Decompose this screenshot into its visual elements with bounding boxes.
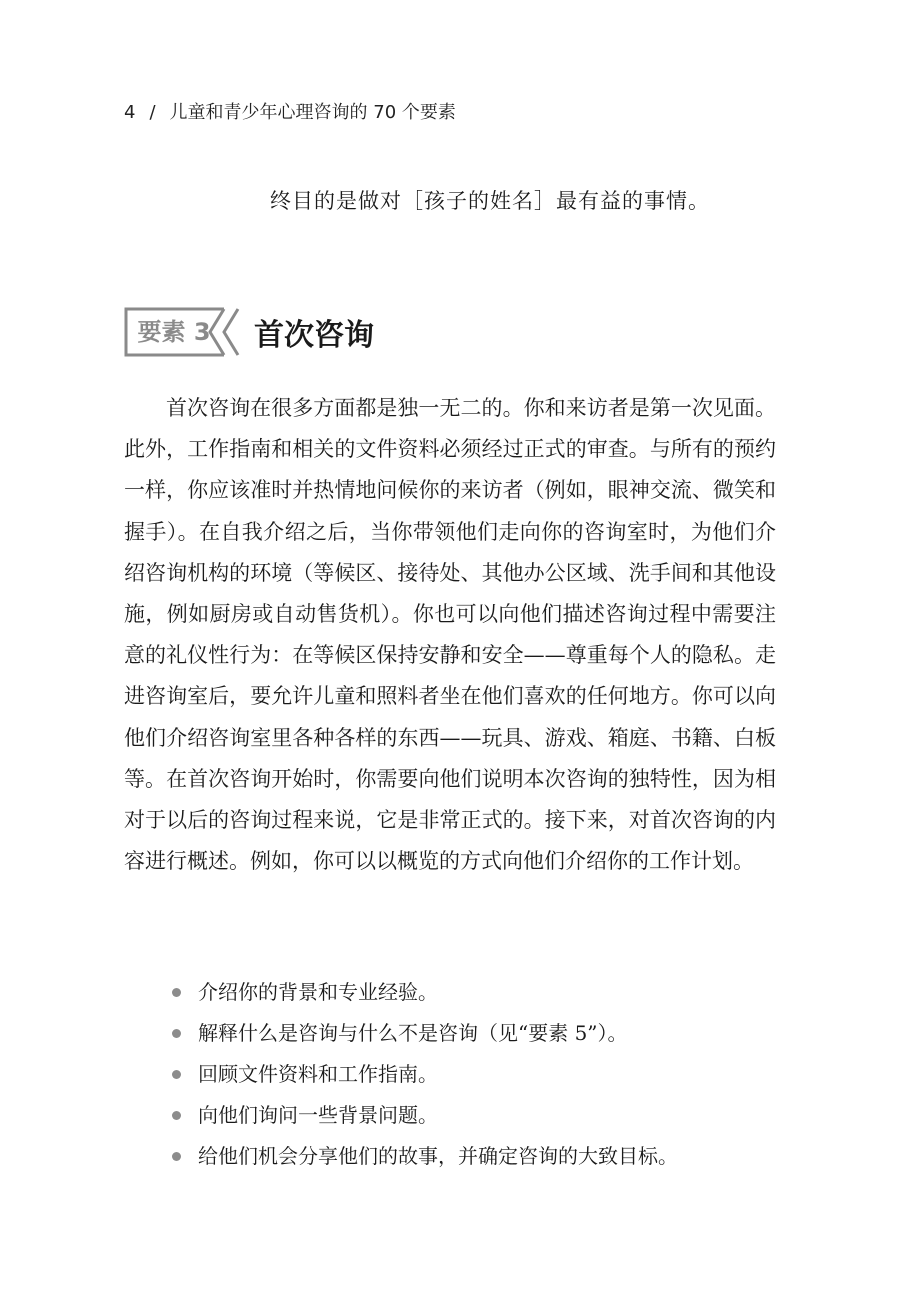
continued-text-line: 终目的是做对［孩子的姓名］最有益的事情。 — [270, 189, 710, 213]
running-header — [124, 98, 456, 124]
bullet-dot-icon — [172, 1070, 181, 1079]
element-badge — [124, 307, 244, 357]
list-item — [170, 1095, 790, 1136]
bullet-list — [170, 972, 790, 1177]
list-item — [170, 972, 790, 1013]
bullet-dot-icon — [172, 1152, 181, 1161]
element-badge-label: 要素 3 — [137, 318, 211, 346]
bullet-dot-icon — [172, 1111, 181, 1120]
list-item-text: 向他们询问一些背景问题。 — [198, 1103, 438, 1127]
list-item — [170, 1136, 790, 1177]
body-paragraph: 首次咨询在很多方面都是独一无二的。你和来访者是第一次见面。此外，工作指南和相关的文件资料必须经过正式的审查。与所有的预约一样，你应该准时并热情地问候你的来访者（例如，眼神交流、微笑和握手）。在自我介绍之后，当你带领他们走向你的咨询室时，为他们介绍咨询机构的环境（等候区、接待处、其他办公区域、洗手间和其他设施，例如厨房或自动售货机）。你也可以向他们描述咨询过程中需要注意的礼仪性行为：在等候区保持安静和安全——尊重每个人的隐私。走进咨询室后，要允许儿童和照料者坐在他们喜欢的任何地方。你可以向他们介绍咨询室里各种各样的东西——玩具、游戏、箱庭、书籍、白板等。在首次咨询开始时，你需要向他们说明本次咨询的独特性，因为相对于以后的咨询过程来说，它是非常正式的。接下来，对首次咨询的内容进行概述。例如，你可以以概览的方式向他们介绍你的工作计划。 — [124, 396, 776, 874]
list-item — [170, 1013, 790, 1054]
list-item-text: 解释什么是咨询与什么不是咨询（见“要素 5”）。 — [198, 1021, 628, 1045]
list-item-text: 回顾文件资料和工作指南。 — [198, 1062, 438, 1086]
list-item-text: 介绍你的背景和专业经验。 — [198, 980, 438, 1004]
header-separator: / — [149, 102, 156, 123]
page-number: 4 — [124, 102, 136, 123]
bullet-dot-icon — [172, 1029, 181, 1038]
section-title: 首次咨询 — [254, 318, 374, 353]
list-item — [170, 1054, 790, 1095]
bullet-dot-icon — [172, 988, 181, 997]
book-title: 儿童和青少年心理咨询的 70 个要素 — [169, 102, 456, 123]
list-item-text: 给他们机会分享他们的故事，并确定咨询的大致目标。 — [198, 1144, 678, 1168]
